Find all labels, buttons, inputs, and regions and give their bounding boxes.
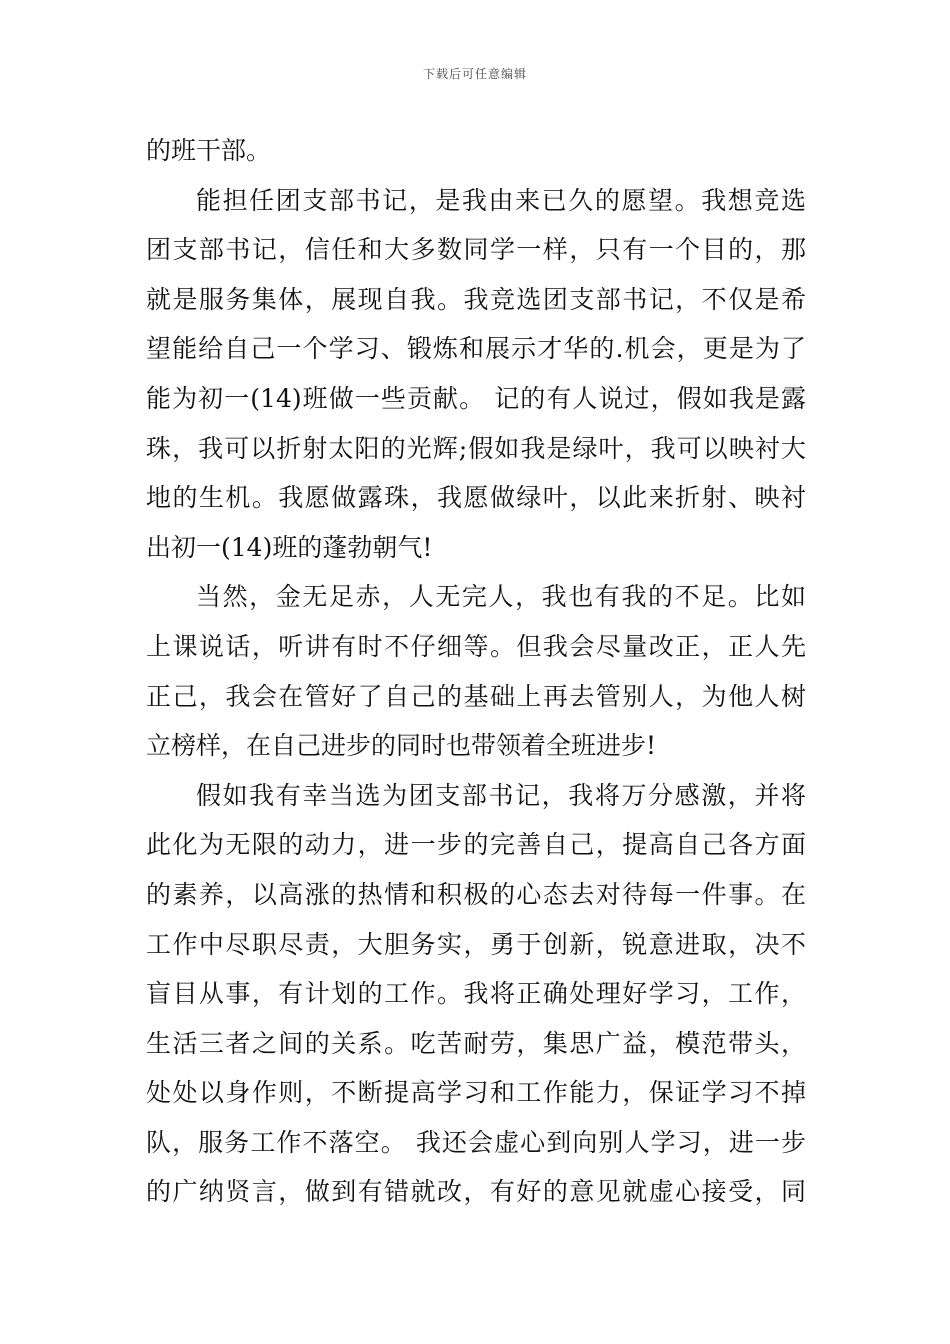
document-body xyxy=(146,126,806,1217)
text-line: 当然，金无足赤，人无完人，我也有我的不足。比如 xyxy=(196,582,806,612)
text-line: 能担任团支部书记，是我由来已久的愿望。我想竞选 xyxy=(196,185,806,215)
text-line: 就是服务集体，展现自我。我竞选团支部书记，不仅是希 xyxy=(146,284,806,314)
page-header: 下载后可任意编辑 xyxy=(422,67,527,81)
text-line: 地的生机。我愿做露珠，我愿做绿叶，以此来折射、映衬 xyxy=(146,483,806,513)
text-line: 盲目从事，有计划的工作。我将正确处理好学习，工作， xyxy=(146,979,806,1009)
text-line: 团支部书记，信任和大多数同学一样，只有一个目的，那 xyxy=(146,235,806,265)
text-line: 上课说话，听讲有时不仔细等。但我会尽量改正，正人先 xyxy=(146,631,806,661)
text-line: 生活三者之间的关系。吃苦耐劳，集思广益，模范带头， xyxy=(146,1028,806,1058)
text-line: 处处以身作则，不断提高学习和工作能力，保证学习不掉 xyxy=(146,1078,806,1108)
text-line: 此化为无限的动力，进一步的完善自己，提高自己各方面 xyxy=(146,830,806,860)
text-line: 队，服务工作不落空。 我还会虚心到向别人学习，进一步 xyxy=(146,1127,806,1157)
text-line: 的素养，以高涨的热情和积极的心态去对待每一件事。在 xyxy=(146,879,806,909)
text-line: 珠，我可以折射太阳的光辉;假如我是绿叶，我可以映衬大 xyxy=(146,433,806,463)
text-line: 工作中尽职尽责，大胆务实，勇于创新，锐意进取，决不 xyxy=(146,929,806,959)
text-line: 能为初一(14)班做一些贡献。 记的有人说过，假如我是露 xyxy=(146,383,806,413)
text-line: 假如我有幸当选为团支部书记，我将万分感激，并将 xyxy=(196,780,806,810)
text-line: 望能给自己一个学习、锻炼和展示才华的.机会，更是为了 xyxy=(146,334,806,364)
text-line: 出初一(14)班的蓬勃朝气! xyxy=(146,532,433,562)
text-line: 的班干部。 xyxy=(146,136,272,165)
text-line: 的广纳贤言，做到有错就改，有好的意见就虚心接受，同 xyxy=(146,1177,806,1207)
text-line: 正己，我会在管好了自己的基础上再去管别人，为他人树 xyxy=(146,681,806,711)
text-line: 立榜样，在自己进步的同时也带领着全班进步! xyxy=(146,731,657,761)
